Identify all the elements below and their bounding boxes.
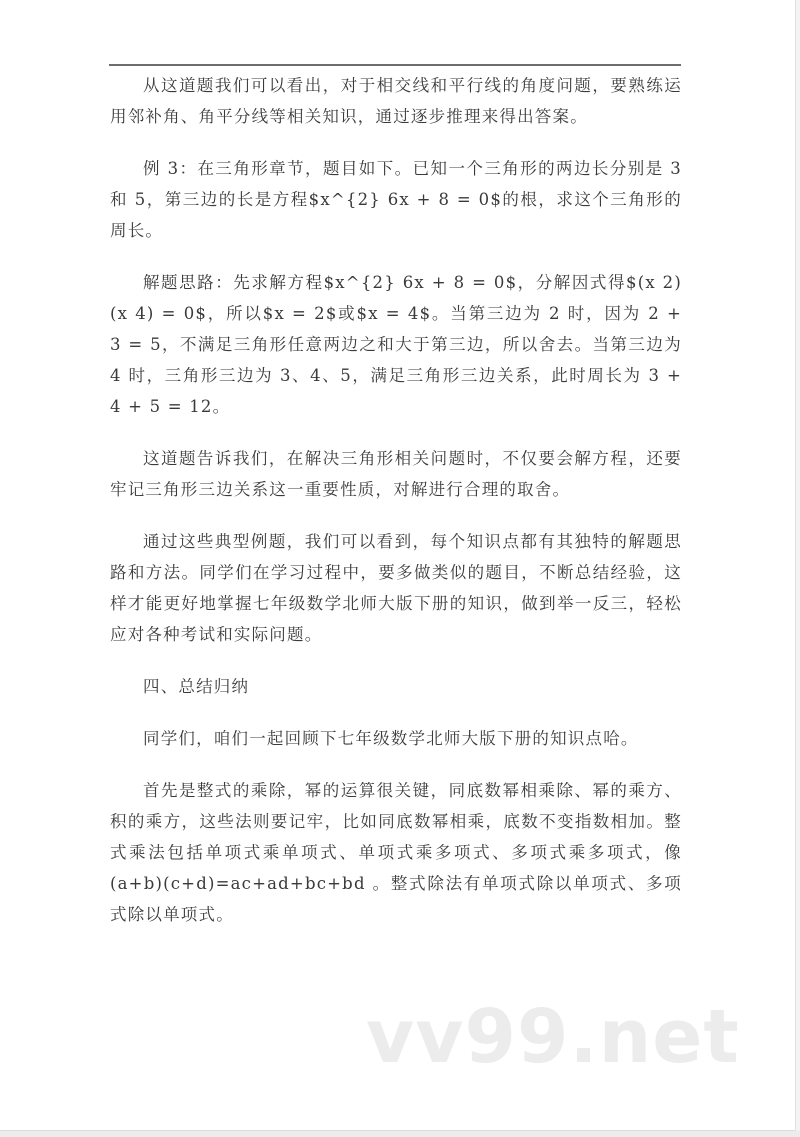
paragraph-solution-approach: 解题思路：先求解方程$x^{2} 6x + 8 = 0$，分解因式得$(x 2)(x 4) = 0$，所以$x = 2$或$x = 4$。当第三边为 2 时，因为 2 + 3 = 5，不满足三角形任意两边之和大于第三边，所以舍去。当第三边为 4 时，三角形三边为 3、4、5，满足三角形三边关系，此时周长为 3 + 4 + 5 = 12。	[110, 273, 682, 416]
paragraph-summary-angles: 从这道题我们可以看出，对于相交线和平行线的角度问题，要熟练运用邻补角、角平分线等相关知识，通过逐步推理来得出答案。	[110, 76, 682, 126]
watermark-logo: vv99.net	[366, 994, 740, 1080]
paragraph-lesson: 这道题告诉我们，在解决三角形相关问题时，不仅要会解方程，还要牢记三角形三边关系这一重要性质，对解进行合理的取舍。	[110, 449, 682, 499]
document-body	[110, 70, 682, 930]
paragraph-review-intro: 同学们，咱们一起回顾下七年级数学北师大版下册的知识点哈。	[143, 729, 639, 748]
section-heading-summary: 四、总结归纳	[143, 677, 250, 696]
paragraph-conclusion-examples: 通过这些典型例题，我们可以看到，每个知识点都有其独特的解题思路和方法。同学们在学习过程中，要多做类似的题目，不断总结经验，这样才能更好地掌握七年级数学北师大版下册的知识，做到举一反三，轻松应对各种考试和实际问题。	[110, 532, 682, 644]
paragraph-polynomial-operations: 首先是整式的乘除，幂的运算很关键，同底数幂相乘除、幂的乘方、积的乘方，这些法则要记牢，比如同底数幂相乘，底数不变指数相加。整式乘法包括单项式乘单项式、单项式乘多项式、多项式乘多项式，像(a+b)(c+d)=ac+ad+bc+bd 。整式除法有单项式除以单项式、多项式除以单项式。	[110, 781, 682, 924]
page-bottom-gap	[0, 1131, 800, 1137]
header-rule	[109, 64, 681, 66]
paragraph-example-3: 例 3：在三角形章节，题目如下。已知一个三角形的两边长分别是 3 和 5，第三边的长是方程$x^{2} 6x + 8 = 0$的根，求这个三角形的周长。	[110, 159, 682, 240]
